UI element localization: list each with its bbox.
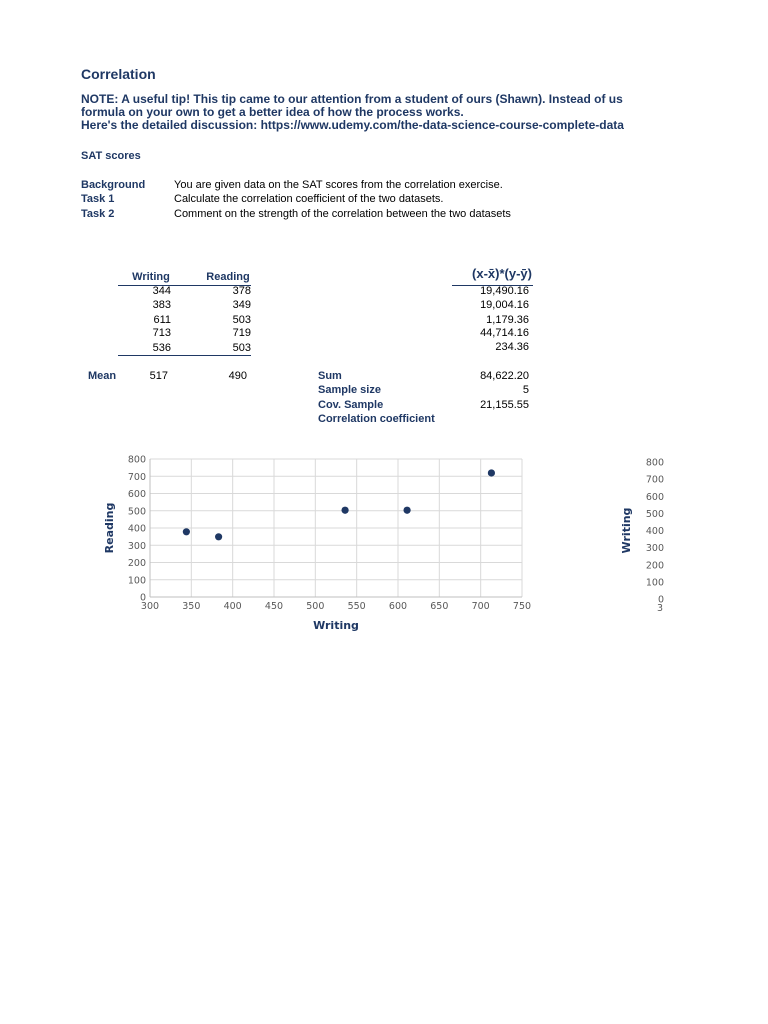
cell-product: 19,004.16	[480, 299, 529, 311]
task-label-background: Background	[81, 179, 146, 191]
x-tick-label: 300	[140, 601, 160, 612]
y-tick-label: 600	[127, 489, 146, 500]
x-tick-label: 3	[656, 603, 664, 614]
cell-reading: 503	[232, 314, 251, 326]
cell-product: 19,490.16	[480, 285, 529, 297]
cell-writing: 383	[152, 299, 171, 311]
y-tick-label: 100	[127, 575, 146, 587]
x-tick-label: 600	[388, 601, 408, 612]
mean-label: Mean	[88, 370, 117, 382]
y-tick-label: 500	[645, 508, 664, 520]
cell-reading: 349	[232, 299, 251, 311]
cell-writing: 611	[153, 314, 171, 326]
y-tick-label: 700	[645, 474, 664, 486]
task-text-2: Comment on the strength of the correlation between the two datasets	[174, 208, 511, 220]
y-tick-label: 100	[645, 577, 664, 589]
summary-label-sample-size: Sample size	[318, 384, 381, 396]
note-line-3[interactable]: Here's the detailed discussion: https://www.udemy.com/the-data-science-course-complete-data	[81, 118, 624, 132]
header-reading: Reading	[206, 271, 250, 283]
y-tick-label: 0	[657, 594, 664, 606]
note-line-2: formula on your own to get a better idea of how the process works.	[81, 105, 464, 119]
cell-writing: 713	[152, 327, 171, 339]
cell-writing: 344	[152, 285, 171, 297]
summary-value-sample-size: 5	[522, 384, 529, 396]
y-tick-label: 800	[127, 454, 146, 466]
y-tick-label: 500	[127, 506, 146, 518]
summary-label-sum: Sum	[318, 370, 342, 382]
y-tick-label: 600	[645, 491, 664, 503]
mean-writing: 517	[149, 370, 168, 382]
y-tick-label: 300	[127, 540, 146, 552]
cell-reading: 719	[232, 327, 251, 339]
x-tick-label: 550	[347, 601, 366, 612]
scatter-point	[341, 507, 348, 514]
summary-label-correlation: Correlation coefficient	[318, 413, 435, 425]
y-axis-title: Writing	[620, 507, 633, 554]
summary-label-cov-sample: Cov. Sample	[318, 399, 384, 411]
task-text-background: You are given data on the SAT scores from the correlation exercise.	[174, 179, 503, 191]
cell-reading: 378	[232, 285, 251, 297]
y-tick-label: 400	[127, 523, 146, 535]
scatter-chart-reading-vs-writing	[95, 445, 545, 635]
y-tick-label: 200	[645, 560, 664, 572]
task-label-1: Task 1	[81, 193, 115, 205]
table-bottom-rule	[118, 355, 251, 356]
scatter-point	[183, 528, 190, 535]
x-tick-label: 650	[430, 601, 449, 612]
note-line-1: NOTE: A useful tip! This tip came to our attention from a student of ours (Shawn). Instead of us	[81, 92, 623, 106]
y-tick-label: 800	[645, 457, 664, 469]
header-product: (x-x̄)*(y-ȳ)	[472, 266, 532, 281]
x-axis-title: Writing	[313, 619, 359, 632]
cell-writing: 536	[152, 342, 171, 354]
y-tick-label: 200	[127, 558, 146, 569]
page-title: Correlation	[81, 66, 156, 82]
task-label-2: Task 2	[81, 208, 115, 220]
x-tick-label: 500	[306, 601, 325, 612]
scatter-point	[403, 507, 410, 514]
scatter-point	[488, 469, 495, 476]
y-tick-label: 700	[127, 471, 146, 483]
y-tick-label: 400	[645, 526, 664, 537]
scatter-point	[215, 533, 222, 540]
mean-reading: 490	[228, 370, 247, 382]
cell-product: 44,714.16	[480, 327, 529, 339]
x-tick-label: 750	[512, 601, 532, 612]
x-tick-label: 400	[223, 601, 242, 612]
x-tick-label: 450	[264, 601, 284, 612]
x-tick-label: 700	[471, 601, 490, 612]
x-tick-label: 350	[182, 601, 201, 612]
cell-product: 1,179.36	[486, 314, 529, 326]
y-axis-title: Reading	[103, 502, 116, 554]
header-writing: Writing	[132, 271, 170, 283]
summary-value-sum: 84,622.20	[480, 370, 529, 382]
cell-product: 234.36	[495, 341, 529, 353]
scatter-chart-writing-clipped	[610, 445, 668, 620]
summary-value-cov-sample: 21,155.55	[480, 399, 529, 411]
section-title: SAT scores	[81, 150, 141, 162]
task-text-1: Calculate the correlation coefficient of the two datasets.	[174, 193, 444, 205]
y-tick-label: 0	[139, 592, 146, 604]
cell-reading: 503	[232, 342, 251, 354]
y-tick-label: 300	[645, 543, 664, 555]
